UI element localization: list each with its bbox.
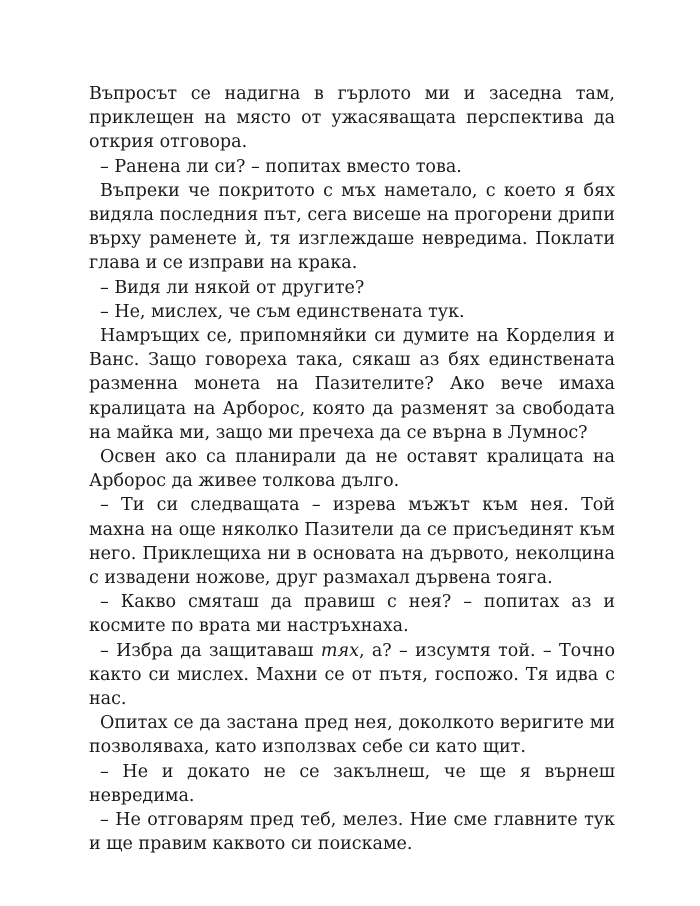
paragraph-4-dialogue: – Видя ли някой от другите? <box>100 277 365 298</box>
paragraph-10-dialogue <box>89 639 615 712</box>
paragraph-1: Въпросът се надигна в гърлото ми и заседна там, приклещен на място от ужасяващата перспектива да открия отговора. <box>89 84 615 153</box>
paragraph-12-dialogue: – Не и докато не се закълнеш, че ще я върнеш невредима. <box>89 761 615 806</box>
paragraph-13-dialogue: – Не отговарям пред теб, мелез. Ние сме главните тук и ще правим каквото си поискаме. <box>89 810 615 855</box>
paragraph-6: Намръщих се, припомняйки си думите на Корделия и Ванс. Защо говореха така, сякаш аз бях единствената разменна монета на Пазителите? Ако вече имаха кралицата на Арборос, която да разменят за свободата на майка ми, защо ми пречеха да се върна в Лумнос? <box>89 326 615 443</box>
paragraph-8-dialogue: – Ти си следващата – изрева мъжът към нея. Той махна на още няколко Пазители да се присъединят към него. Приклещиха ни в основата на дървото, неколцина с извадени ножове, друг размахал дървена тояга. <box>89 495 615 589</box>
paragraph-9-dialogue: – Какво смяташ да правиш с нея? – попитах аз и космите по врата ми настръхнаха. <box>89 592 615 637</box>
book-page-text <box>89 82 615 857</box>
paragraph-10-after: , а? – изсумтя той. – Точно както си мислех. Махни се от пътя, госпожо. Тя идва с нас. <box>89 640 615 710</box>
paragraph-7: Освен ако са планирали да не оставят кралицата на Арборос да живее толкова дълго. <box>89 447 615 492</box>
paragraph-10-emphasis: тях <box>320 640 359 661</box>
paragraph-2-dialogue: – Ранена ли си? – попитах вместо това. <box>100 156 462 177</box>
paragraph-3: Въпреки че покритото с мъх наметало, с което я бях видяла последния път, сега висеше на прогорени дрипи върху раменете ѝ, тя изглеждаше невредима. Поклати глава и се изправи на крака. <box>89 180 615 274</box>
paragraph-5-dialogue: – Не, мислех, че съм единствената тук. <box>100 301 465 322</box>
paragraph-10-before: – Избра да защитаваш <box>100 640 321 661</box>
paragraph-11: Опитах се да застана пред нея, доколкото веригите ми позволяваха, като използвах себе си като щит. <box>89 713 615 758</box>
